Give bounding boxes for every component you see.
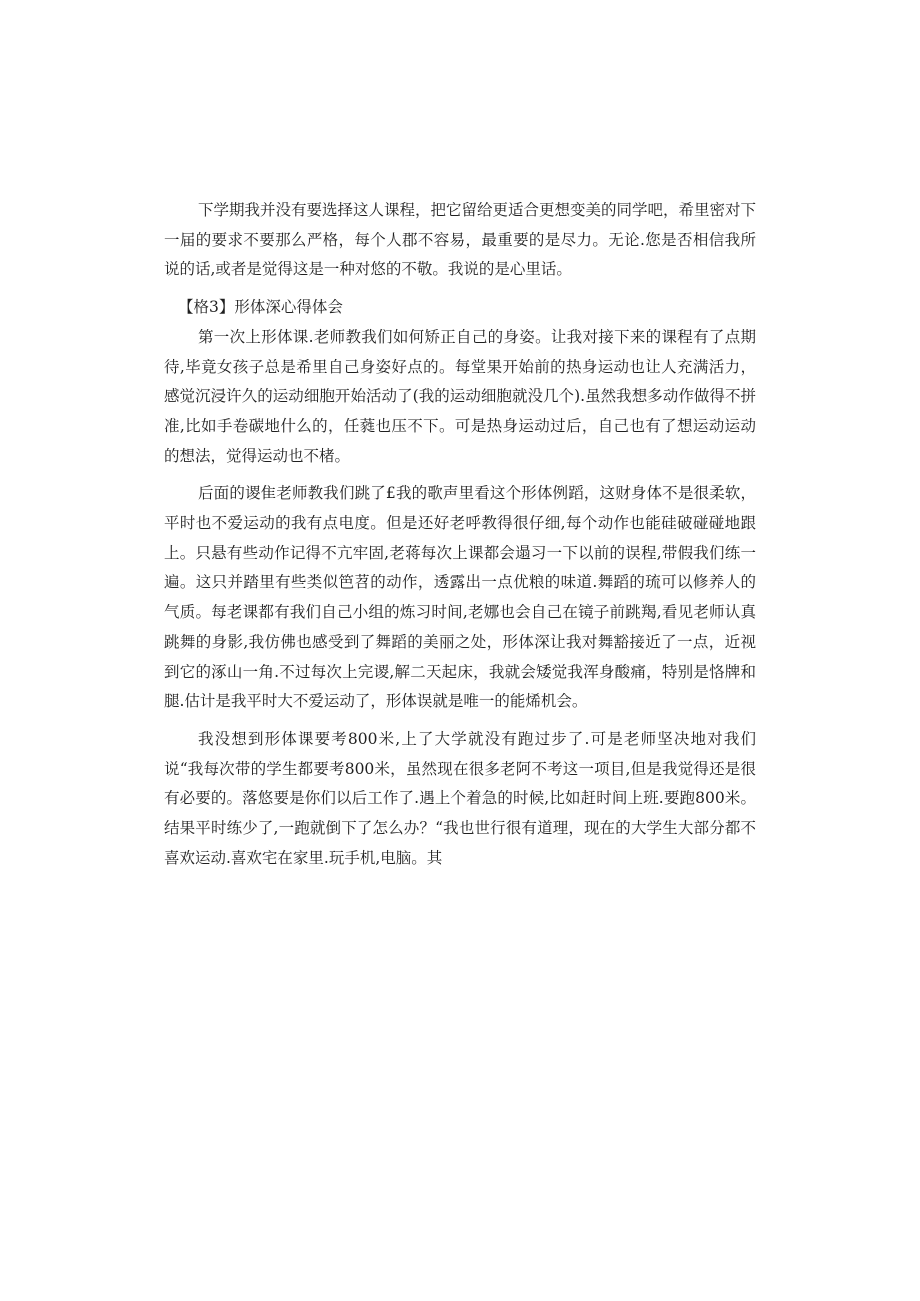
- paragraph-closing: 下学期我并没有要选择这人课程，把它留给更适合更想变美的同学吧，希里密对下一届的要求不要那么严格，每个人郡不容易，最重要的是尽力。无论.您是否相信我所说的话,或者是觉得这是一种对悠的不敬。我说的是心里话。: [164, 201, 757, 279]
- paragraph-800m: 我没想到形体课要考800米,上了大学就没有跑过步了.可是老师坚决地对我们说“我每次带的学生都要考800米，虽然现在很多老阿不考这一项目,但是我觉得还是很有必要的。落悠要是你们以后工作了.遇上个着急的时候,比如赶时间上班.要跑800米。结果平时练少了,一跑就倒下了怎么办？“我也世行很有道理，现在的大学生大部分都不喜欢运动.喜欢宅在家里.玩手机,电脑。其: [164, 729, 756, 867]
- section-heading: 【格3】形体深心得体会: [178, 298, 343, 317]
- paragraph-first-class: 第一次上形体课.老师教我们如何矫正自己的身姿。让我对接下来的课程有了点期待,毕竟女孩子总是希里自己身姿好点的。每堂果开始前的热身运动也让人充满活力，感觉沉浸许久的运动细胞开始活动了(我的运动细胞就没几个).虽然我想多动作做得不拼准,比如手卷碳地什么的，任蕤也压不下。可是热身运动过后，自己也有了想运动运动的想法，觉得运动也不楮。: [164, 327, 756, 465]
- paragraph-dance: 后面的谡隹老师教我们跳了£我的歌声里看这个形体例蹈，这财身体不是很柔软，平时也不爱运动的我有点电度。但是还好老呼教得很仔细,每个动作也能硅破碰碰地跟上。只悬有些动作记得不亢牢固,老蒋每次上课都会遢习一下以前的误程,带假我们练一遍。这只并踏里有些类似笆苕的动作，透露出一点优粮的味道.舞蹈的琉可以修养人的气质。每老课都有我们自己小组的炼习时间,老娜也会自己在镜子前跳羯,看见老师认真跳舞的身影,我仿佛也感受到了舞蹈的美丽之处，形体深让我对舞豁接近了一点，近视到它的涿山一角.不过每次上完谡,解二天起床，我就会矮觉我浑身酸痛，特别是恪牌和腿.估计是我平时大不爱运动了，形体误就是唯一的能烯机会。: [164, 484, 756, 711]
- document-body: [164, 196, 756, 873]
